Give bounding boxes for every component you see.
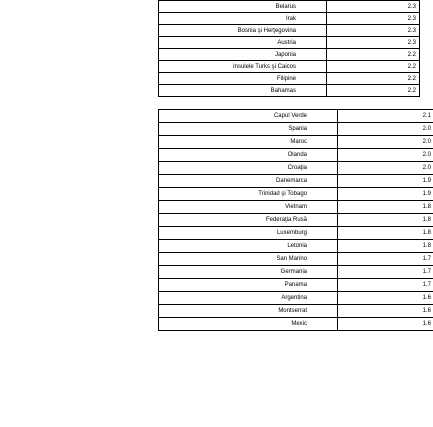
value-cell: 2.0 [338,162,433,175]
country-table-bottom-body [159,110,433,331]
table-row [159,49,420,61]
value-cell: 1.9 [338,188,433,201]
country-cell: Trinidad şi Tobago [159,188,338,201]
value-cell: 2.2 [327,85,420,97]
table-row [159,253,433,266]
value-cell: 2.0 [338,123,433,136]
country-cell: Spania [159,123,338,136]
table-row [159,37,420,49]
country-cell: Filipine [159,73,327,85]
country-cell: Irak [159,13,327,25]
table-row [159,279,433,292]
country-cell: Luxemburg [159,227,338,240]
country-cell: Japonia [159,49,327,61]
value-cell: 1.8 [338,227,433,240]
country-cell: Germania [159,266,338,279]
table-row [159,13,420,25]
table-row [159,136,433,149]
value-cell: 1.7 [338,279,433,292]
country-table-bottom [158,109,433,331]
table-row [159,175,433,188]
country-cell: Austria [159,37,327,49]
table-row [159,25,420,37]
country-cell: Federaţia Rusă [159,214,338,227]
country-cell: Belarus [159,1,327,13]
country-cell: Insulele Turks şi Caicos [159,61,327,73]
table-row [159,1,420,13]
value-cell: 2.3 [327,25,420,37]
country-cell: Danemarca [159,175,338,188]
table-row [159,201,433,214]
value-cell: 1.6 [338,305,433,318]
value-cell: 2.0 [338,149,433,162]
value-cell: 1.6 [338,292,433,305]
country-cell: Vietnam [159,201,338,214]
table-row [159,292,433,305]
country-table-top [158,0,420,97]
table-row [159,318,433,331]
table-row [159,240,433,253]
table-row [159,73,420,85]
value-cell: 1.9 [338,175,433,188]
country-cell: Argentina [159,292,338,305]
country-table-top-body [159,1,420,97]
value-cell: 1.8 [338,201,433,214]
value-cell: 1.7 [338,253,433,266]
table-row [159,266,433,279]
table-row [159,214,433,227]
table-row [159,188,433,201]
value-cell: 1.8 [338,240,433,253]
value-cell: 2.2 [327,61,420,73]
country-cell: Bosnia şi Herţegovina [159,25,327,37]
country-cell: Bahamas [159,85,327,97]
value-cell: 1.8 [338,214,433,227]
value-cell: 2.2 [327,73,420,85]
country-cell: Maroc [159,136,338,149]
table-row [159,110,433,123]
table-row [159,61,420,73]
country-cell: San Marino [159,253,338,266]
table-row [159,305,433,318]
table-row [159,123,433,136]
country-cell: Letonia [159,240,338,253]
country-cell: Croaţia [159,162,338,175]
value-cell: 2.3 [327,1,420,13]
value-cell: 2.3 [327,13,420,25]
table-row [159,85,420,97]
value-cell: 2.3 [327,37,420,49]
table-row [159,162,433,175]
table-row [159,227,433,240]
table-row [159,149,433,162]
value-cell: 1.6 [338,318,433,331]
country-cell: Montserrat [159,305,338,318]
country-cell: Panama [159,279,338,292]
country-cell: Olanda [159,149,338,162]
country-cell: Capul Verde [159,110,338,123]
value-cell: 1.7 [338,266,433,279]
value-cell: 2.0 [338,136,433,149]
value-cell: 2.1 [338,110,433,123]
value-cell: 2.2 [327,49,420,61]
country-cell: Mexic [159,318,338,331]
